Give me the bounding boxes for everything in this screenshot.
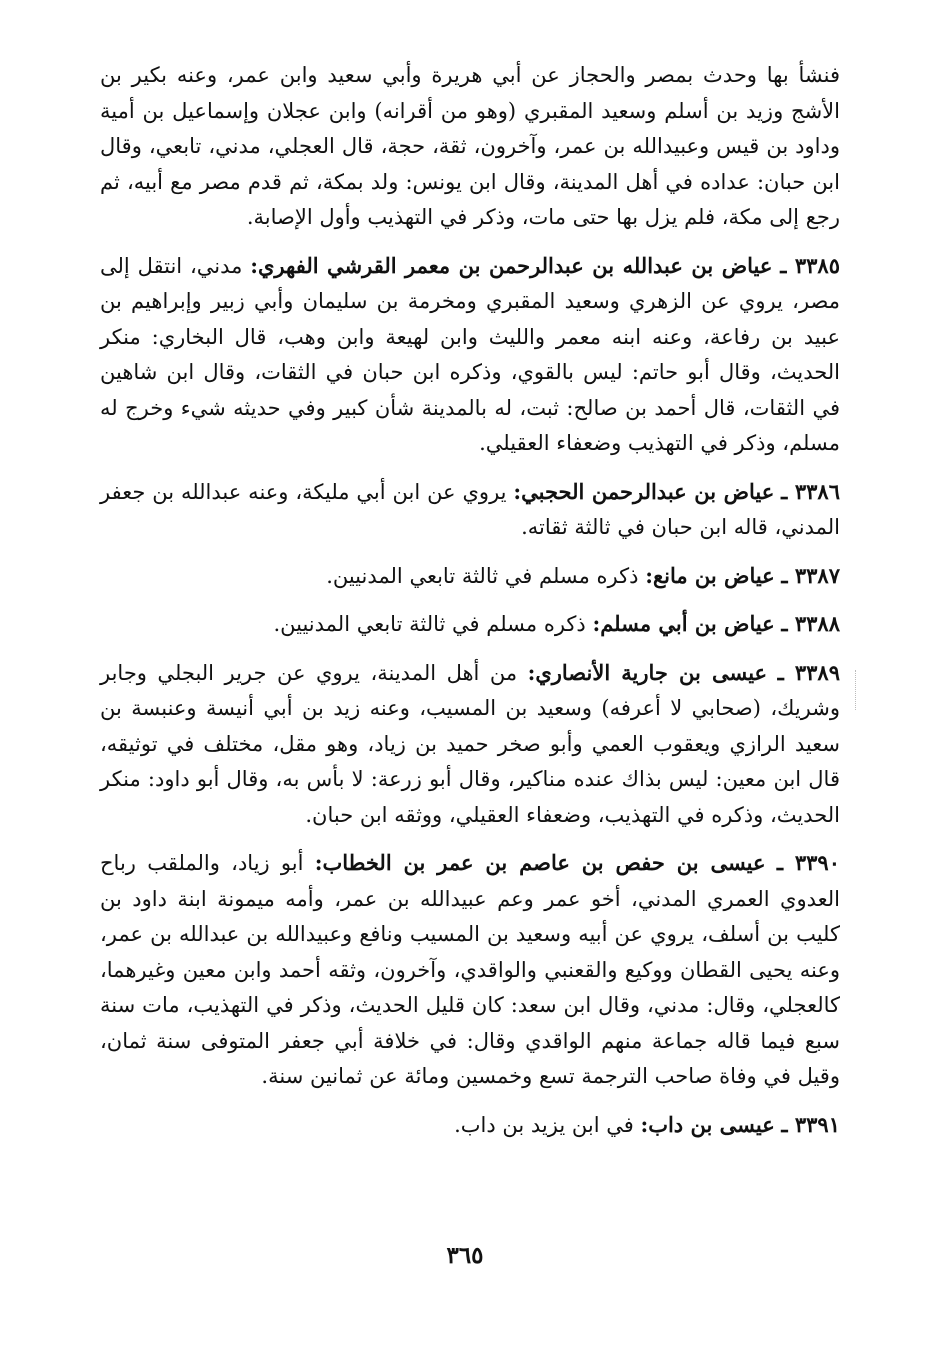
- entry-text: من أهل المدينة، يروي عن جرير البجلي وجابر وشريك، (صحابي لا أعرفه) وسعيد بن المسيب، وعنه زيد بن أبي أنيسة وعنبسة بن سعيد الرازي ويعقوب العمي وأبو صخر حميد بن زياد، وهو مقل، مختلف في توثيقه، قال ابن معين: ليس بذاك عنده مناكير، وقال أبو زرعة: لا بأس به، وقال أبو داود: منكر الحديث، وذكره في التهذيب، وضعفاء العقيلي، ووثقه ابن حبان.: [100, 660, 840, 827]
- page-number: ٣٦٥: [446, 1242, 484, 1269]
- entry-text: ذكره مسلم في ثالثة تابعي المدنيين.: [326, 563, 639, 588]
- entry-number: ٣٣٨٦ ـ: [781, 478, 840, 504]
- entry-name: عياض بن عبدالله بن عبدالرحمن بن معمر القرشي الفهري:: [250, 252, 773, 278]
- entry-name: عياض بن عبدالرحمن الحجبي:: [513, 478, 775, 504]
- entry-text: أبو زياد، والملقب رباح العدوي العمري المدني، أخو عمر وعم عبيدالله بن عمر، وأمه ميمونة ابنة داود بن كليب بن أسلف، يروي عن أبيه وسعيد بن المسيب ونافع وعبيدالله بن عبدالله بن عمر، وعنه يحيى القطان ووكيع والقعنبي والواقدي، وآخرون، وثقه أحمد وابن معين وغيرهما، كالعجلي، وقال: مدني، وقال ابن سعد: كان قليل الحديث، وذكر في التهذيب، مات سنة سبع فيما قاله جماعة منهم الواقدي وقال: في خلافة أبي جعفر المتوفى سنة ثمان، وقيل في وفاة صاحب الترجمة تسع وخمسين ومائة عن ثمانين سنة.: [100, 851, 840, 1088]
- entry-name: عيسى بن داب:: [640, 1111, 775, 1137]
- entry-3389: [100, 655, 840, 834]
- page-body: [100, 58, 840, 1143]
- entry-name: عياض بن مانع:: [645, 562, 775, 588]
- entry-text: مدني، انتقل إلى مصر، يروي عن الزهري وسعيد المقبري ومخرمة بن سليمان وأبي زبير وإبراهيم بن عبيد بن رفاعة، وعنه ابنه معمر والليث وابن لهيعة وابن وهب، قال البخاري: منكر الحديث، وقال أبو حاتم: ليس بالقوي، وذكره ابن حبان في الثقات، وقال ابن شاهين في الثقات، قال أحمد بن صالح: ثبت، له بالمدينة شأن كبير وفي حديثه شيء وخرج له مسلم، وذكر في التهذيب وضعفاء العقيلي.: [100, 253, 840, 455]
- entry-text: في ابن يزيد بن داب.: [454, 1112, 634, 1137]
- entry-3391: [100, 1107, 840, 1144]
- entry-number: ٣٣٨٧ ـ: [781, 562, 840, 588]
- entry-name: عيسى بن حفص بن عاصم بن عمر بن الخطاب:: [314, 850, 766, 875]
- entry-number: ٣٣٨٩ ـ: [777, 659, 840, 685]
- entry-3390: [100, 845, 840, 1095]
- entry-3388: [100, 606, 840, 643]
- entry-number: ٣٣٨٨ ـ: [781, 611, 840, 636]
- entry-number: ٣٣٩٠ ـ: [776, 850, 840, 875]
- entry-number: ٣٣٨٥ ـ: [780, 252, 840, 278]
- entry-name: عياض بن أبي مسلم:: [592, 611, 775, 636]
- intro-paragraph: فنشأ بها وحدث بمصر والحجاز عن أبي هريرة وأبي سعيد وابن عمر، وعنه بكير بن الأشج وزيد بن أسلم وسعيد المقبري (وهو من أقرانه) وابن عجلان وإسماعيل بن أمية وداود بن قيس وعبيدالله بن عمر، وآخرون، ثقة، حجة، قال العجلي، مدني، تابعي، وقال ابن حبان: عداده في أهل المدينة، وقال ابن يونس: ولد بمكة، ثم قدم مصر مع أبيه، ثم رجع إلى مكة، فلم يزل بها حتى مات، وذكر في التهذيب وأول الإصابة.: [100, 63, 840, 229]
- entry-3385: [100, 248, 840, 462]
- entry-3387: [100, 558, 840, 595]
- entry-text: ذكره مسلم في ثالثة تابعي المدنيين.: [273, 612, 586, 636]
- entry-text: يروي عن ابن أبي مليكة، وعنه عبدالله بن جعفر المدني، قاله ابن حبان في ثالثة ثقاته.: [100, 479, 840, 539]
- entry-name: عيسى بن جارية الأنصاري:: [527, 659, 768, 685]
- margin-mark: [855, 670, 857, 710]
- entry-number: ٣٣٩١ ـ: [781, 1111, 840, 1137]
- entry-3386: [100, 474, 840, 546]
